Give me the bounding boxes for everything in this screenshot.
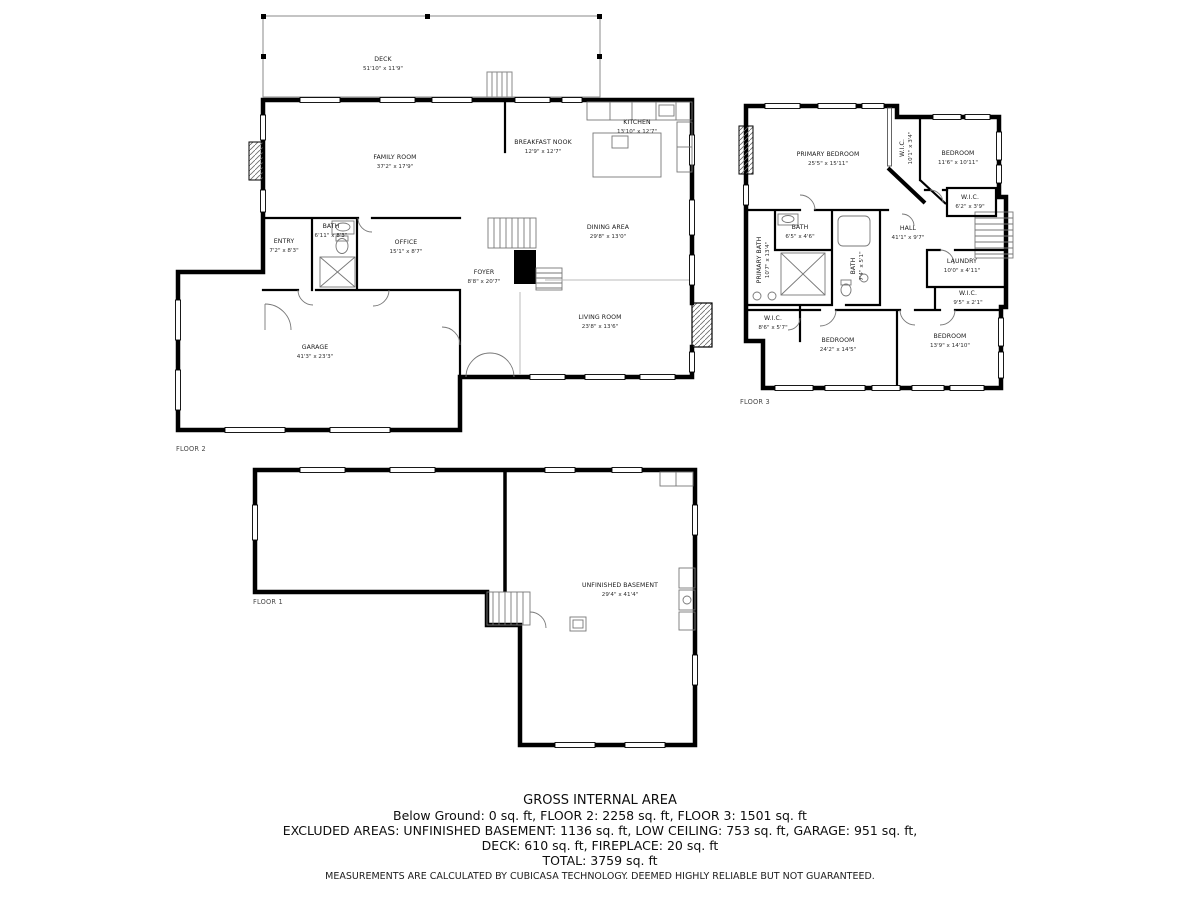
room-dims-foyer: 8'8" x 20'7" bbox=[467, 279, 501, 285]
room-dims-deck: 51'10" x 11'9" bbox=[362, 66, 404, 72]
room-dims-breakfast-nook: 12'9" x 12'7" bbox=[524, 149, 562, 155]
room-label-entry: ENTRY bbox=[273, 238, 295, 245]
room-label-bedroom-br: BEDROOM bbox=[933, 333, 967, 340]
room-dims-living-room: 23'8" x 13'6" bbox=[581, 324, 619, 330]
room-label-hall: HALL bbox=[899, 225, 917, 232]
room-dims-bath-f2: 6'11" x 8'3" bbox=[314, 233, 348, 239]
room-label-kitchen: KITCHEN bbox=[623, 119, 651, 126]
room-dims-primary-bath: 10'7" x 13'4" bbox=[765, 241, 771, 279]
deck-outline bbox=[263, 16, 600, 97]
room-dims-bedroom-bl: 24'2" x 14'5" bbox=[819, 347, 857, 353]
room-label-wic-right: W.I.C. bbox=[960, 194, 980, 201]
room-label-garage: GARAGE bbox=[301, 344, 329, 351]
floor2-bath-fixtures bbox=[320, 221, 355, 287]
floor1-plan bbox=[253, 468, 698, 748]
summary-disclaimer: MEASUREMENTS ARE CALCULATED BY CUBICASA TECHNOLOGY. DEEMED HIGHLY RELIABLE BUT NOT GUARANTEED. bbox=[325, 871, 875, 882]
summary-total: TOTAL: 3759 sq. ft bbox=[542, 853, 658, 868]
room-dims-bath-center: 7'4" x 5'1" bbox=[859, 251, 865, 281]
room-label-family-room: FAMILY ROOM bbox=[373, 154, 417, 161]
room-label-primary-bedroom: PRIMARY BEDROOM bbox=[796, 151, 860, 158]
room-label-wic-strip: W.I.C. bbox=[958, 290, 978, 297]
room-dims-hall: 41'1" x 9'7" bbox=[891, 235, 925, 241]
room-dims-bath-f3: 6'5" x 4'6" bbox=[785, 234, 815, 240]
floor3-plan bbox=[739, 104, 1013, 407]
floor1-outer-walls bbox=[255, 470, 695, 745]
floor2-plan bbox=[176, 14, 713, 453]
room-dims-wic-strip: 9'5" x 2'1" bbox=[953, 300, 983, 306]
room-dims-entry: 7'2" x 8'3" bbox=[269, 248, 299, 254]
floor1-stairs bbox=[487, 592, 546, 628]
room-label-dining-area: DINING AREA bbox=[586, 224, 630, 231]
room-label-living-room: LIVING ROOM bbox=[578, 314, 622, 321]
room-label-deck: DECK bbox=[374, 56, 392, 63]
summary-title: GROSS INTERNAL AREA bbox=[523, 793, 677, 808]
room-dims-wic-right: 6'2" x 3'9" bbox=[955, 204, 985, 210]
room-dims-family-room: 37'2" x 17'9" bbox=[376, 164, 414, 170]
chimney-f3 bbox=[739, 126, 753, 174]
deck-posts bbox=[261, 14, 602, 59]
room-label-bedroom-bl: BEDROOM bbox=[821, 337, 855, 344]
room-dims-laundry: 10'0" x 4'11" bbox=[943, 268, 981, 274]
kitchen-counters bbox=[587, 102, 692, 177]
room-label-breakfast-nook: BREAKFAST NOOK bbox=[514, 139, 572, 146]
floor1-fixtures bbox=[570, 472, 695, 631]
room-label-primary-bath: PRIMARY BATH bbox=[756, 236, 763, 284]
room-dims-dining-area: 29'8" x 13'0" bbox=[589, 234, 627, 240]
room-label-wic-ll: W.I.C. bbox=[763, 315, 783, 322]
room-label-unfinished-basement: UNFINISHED BASEMENT bbox=[581, 582, 659, 589]
room-dims-primary-bedroom: 25'5" x 15'11" bbox=[807, 161, 849, 167]
room-label-wic-diagonal: W.I.C. bbox=[899, 138, 906, 158]
room-label-bedroom-tr: BEDROOM bbox=[941, 150, 975, 157]
summary-excluded-line-2: DECK: 610 sq. ft, FIREPLACE: 20 sq. ft bbox=[481, 838, 719, 853]
summary-excluded-line: EXCLUDED AREAS: UNFINISHED BASEMENT: 1136 sq. ft, LOW CEILING: 753 sq. ft, GARAGE: 951 sq. ft, bbox=[282, 823, 918, 838]
room-dims-garage: 41'3" x 23'3" bbox=[296, 354, 334, 360]
room-label-foyer: FOYER bbox=[473, 269, 495, 276]
room-dims-unfinished-basement: 29'4" x 41'4" bbox=[601, 592, 639, 598]
area-summary bbox=[0, 793, 1200, 883]
room-dims-bedroom-tr: 11'6" x 10'11" bbox=[937, 160, 979, 166]
room-dims-wic-ll: 8'6" x 5'7" bbox=[758, 325, 788, 331]
room-label-bath-center: BATH bbox=[850, 257, 857, 275]
room-label-office: OFFICE bbox=[394, 239, 418, 246]
chimney bbox=[249, 142, 263, 180]
room-dims-kitchen: 13'10" x 12'7" bbox=[616, 129, 658, 135]
room-dims-office: 15'1" x 8'7" bbox=[389, 249, 423, 255]
closet-rail bbox=[888, 108, 892, 166]
floor1-windows bbox=[253, 468, 698, 748]
room-label-laundry: LAUNDRY bbox=[946, 258, 978, 265]
fireplace bbox=[692, 303, 712, 347]
room-dims-bedroom-br: 13'9" x 14'10" bbox=[929, 343, 971, 349]
floor2-inner-walls bbox=[263, 100, 505, 377]
floor3-label: FLOOR 3 bbox=[740, 398, 770, 406]
summary-floors-line: Below Ground: 0 sq. ft, FLOOR 2: 2258 sq. ft, FLOOR 3: 1501 sq. ft bbox=[393, 808, 807, 823]
room-label-bath-f3: BATH bbox=[791, 224, 809, 231]
floor1-label: FLOOR 1 bbox=[253, 598, 283, 606]
room-label-bath-f2: BATH bbox=[322, 223, 340, 230]
room-dims-wic-diagonal: 10'1" x 3'4" bbox=[908, 131, 914, 165]
floor2-label: FLOOR 2 bbox=[176, 445, 206, 453]
